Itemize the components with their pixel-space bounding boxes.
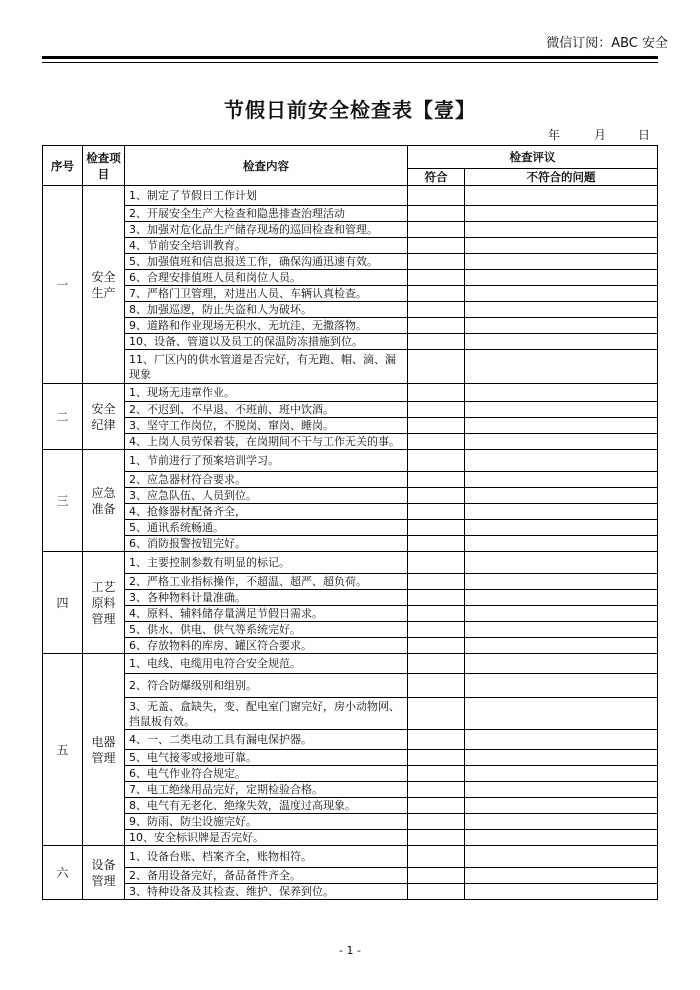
comply-cell[interactable] — [408, 622, 465, 638]
comply-cell[interactable] — [408, 698, 465, 730]
table-row — [43, 590, 658, 606]
section-number: 二 — [43, 384, 83, 450]
noncomply-cell[interactable] — [465, 698, 658, 730]
noncomply-cell[interactable] — [465, 402, 658, 418]
comply-cell[interactable] — [408, 846, 465, 868]
comply-cell[interactable] — [408, 222, 465, 238]
check-item: 6、存放物料的库房、罐区符合要求。 — [125, 638, 408, 654]
comply-cell[interactable] — [408, 766, 465, 782]
check-item: 7、严格门卫管理，对进出人员、车辆认真检查。 — [125, 286, 408, 302]
table-row — [43, 520, 658, 536]
table-row — [43, 504, 658, 520]
check-item: 4、原料、辅料储存量满足节假日需求。 — [125, 606, 408, 622]
comply-cell[interactable] — [408, 488, 465, 504]
check-item: 7、电工绝缘用品完好，定期检验合格。 — [125, 782, 408, 798]
noncomply-cell[interactable] — [465, 766, 658, 782]
table-row — [43, 384, 658, 402]
table-row — [43, 402, 658, 418]
header-seq: 序号 — [43, 146, 83, 186]
noncomply-cell[interactable] — [465, 674, 658, 698]
comply-cell[interactable] — [408, 270, 465, 286]
table-row — [43, 606, 658, 622]
noncomply-cell[interactable] — [465, 334, 658, 350]
comply-cell[interactable] — [408, 552, 465, 574]
comply-cell[interactable] — [408, 450, 465, 472]
header-rule-thin — [42, 62, 658, 63]
noncomply-cell[interactable] — [465, 536, 658, 552]
check-item: 3、坚守工作岗位，不脱岗、窜岗、睡岗。 — [125, 418, 408, 434]
check-item: 11、厂区内的供水管道是否完好，有无跑、帽、滴、漏现象 — [125, 350, 408, 384]
check-item: 3、无盖、盒缺失，变、配电室门窗完好，房小动物网、挡鼠板有效。 — [125, 698, 408, 730]
table-row — [43, 536, 658, 552]
section-number: 三 — [43, 450, 83, 552]
noncomply-cell[interactable] — [465, 830, 658, 846]
comply-cell[interactable] — [408, 286, 465, 302]
check-item: 4、抢修器材配备齐全， — [125, 504, 408, 520]
check-item: 1、制定了节假日工作计划 — [125, 186, 408, 206]
check-item: 1、电线、电缆用电符合安全规范。 — [125, 654, 408, 674]
header-item: 检查项目 — [83, 146, 125, 186]
noncomply-cell[interactable] — [465, 302, 658, 318]
comply-cell[interactable] — [408, 606, 465, 622]
table-row — [43, 846, 658, 868]
table-row — [43, 206, 658, 222]
check-item: 2、备用设备完好，备品备件齐全。 — [125, 868, 408, 884]
comply-cell[interactable] — [408, 782, 465, 798]
check-item: 4、上岗人员劳保着装，在岗期间不干与工作无关的事。 — [125, 434, 408, 450]
noncomply-cell[interactable] — [465, 654, 658, 674]
check-item: 5、加强值班和信息报送工作，确保沟通迅速有效。 — [125, 254, 408, 270]
noncomply-cell[interactable] — [465, 868, 658, 884]
document-title: 节假日前安全检查表【壹】 — [224, 98, 476, 122]
table-row — [43, 638, 658, 654]
check-item: 2、开展安全生产大检查和隐患排查治理活动 — [125, 206, 408, 222]
noncomply-cell[interactable] — [465, 350, 658, 384]
header-content: 检查内容 — [125, 146, 408, 186]
comply-cell[interactable] — [408, 798, 465, 814]
header-evaluation: 检查评议 — [408, 146, 658, 169]
table-row — [43, 830, 658, 846]
noncomply-cell[interactable] — [465, 552, 658, 574]
check-item: 5、供水、供电、供气等系统完好。 — [125, 622, 408, 638]
comply-cell[interactable] — [408, 418, 465, 434]
date-line — [0, 126, 700, 142]
noncomply-cell[interactable] — [465, 504, 658, 520]
check-item: 5、电气接零或接地可靠。 — [125, 750, 408, 766]
table-row — [43, 222, 658, 238]
comply-cell[interactable] — [408, 654, 465, 674]
date-month-label: 月 — [594, 128, 607, 142]
noncomply-cell[interactable] — [465, 606, 658, 622]
check-item: 2、应急器材符合要求。 — [125, 472, 408, 488]
table-row — [43, 472, 658, 488]
comply-cell[interactable] — [408, 334, 465, 350]
table-body — [43, 186, 658, 900]
table-row — [43, 186, 658, 206]
table-row — [43, 674, 658, 698]
check-item: 6、合理安排值班人员和岗位人员。 — [125, 270, 408, 286]
comply-cell[interactable] — [408, 384, 465, 402]
table-row — [43, 238, 658, 254]
table-row — [43, 552, 658, 574]
table-row — [43, 782, 658, 798]
table-row — [43, 884, 658, 900]
comply-cell[interactable] — [408, 206, 465, 222]
check-item: 3、各种物料计量准确。 — [125, 590, 408, 606]
noncomply-cell[interactable] — [465, 782, 658, 798]
table-row — [43, 450, 658, 472]
noncomply-cell[interactable] — [465, 206, 658, 222]
table-row — [43, 286, 658, 302]
date-day-label: 日 — [638, 128, 651, 142]
check-item: 1、设备台账、档案齐全，账物相符。 — [125, 846, 408, 868]
comply-cell[interactable] — [408, 504, 465, 520]
check-item: 10、安全标识牌是否完好。 — [125, 830, 408, 846]
table-row — [43, 574, 658, 590]
check-item: 1、节前进行了预案培训学习。 — [125, 450, 408, 472]
noncomply-cell[interactable] — [465, 450, 658, 472]
noncomply-cell[interactable] — [465, 846, 658, 868]
header-noncomply: 不符合的问题 — [465, 169, 658, 186]
section-number: 一 — [43, 186, 83, 384]
check-item: 9、防雨、防尘设施完好。 — [125, 814, 408, 830]
noncomply-cell[interactable] — [465, 222, 658, 238]
header-comply: 符合 — [408, 169, 465, 186]
section-category: 安全纪律 — [83, 384, 125, 450]
page-number: - 1 - — [339, 944, 361, 957]
noncomply-cell[interactable] — [465, 384, 658, 402]
table-row — [43, 318, 658, 334]
noncomply-cell[interactable] — [465, 434, 658, 450]
section-category: 设备管理 — [83, 846, 125, 900]
section-number: 四 — [43, 552, 83, 654]
noncomply-cell[interactable] — [465, 730, 658, 750]
check-item: 4、节前安全培训教育。 — [125, 238, 408, 254]
check-item: 1、主要控制参数有明显的标记。 — [125, 552, 408, 574]
table-row — [43, 766, 658, 782]
table-row — [43, 814, 658, 830]
table-row — [43, 302, 658, 318]
table-row — [43, 798, 658, 814]
table-row — [43, 750, 658, 766]
table-row — [43, 868, 658, 884]
comply-cell[interactable] — [408, 350, 465, 384]
check-item: 9、道路和作业现场无积水、无坑洼、无撒落物。 — [125, 318, 408, 334]
noncomply-cell[interactable] — [465, 814, 658, 830]
comply-cell[interactable] — [408, 536, 465, 552]
comply-cell[interactable] — [408, 750, 465, 766]
inspection-table — [42, 145, 658, 900]
noncomply-cell[interactable] — [465, 286, 658, 302]
check-item: 3、应急队伍、人员到位。 — [125, 488, 408, 504]
table-row — [43, 730, 658, 750]
table-row — [43, 698, 658, 730]
comply-cell[interactable] — [408, 520, 465, 536]
check-item: 5、通讯系统畅通。 — [125, 520, 408, 536]
date-year-label: 年 — [548, 128, 561, 142]
noncomply-cell[interactable] — [465, 638, 658, 654]
comply-cell[interactable] — [408, 472, 465, 488]
noncomply-cell[interactable] — [465, 254, 658, 270]
table-row — [43, 434, 658, 450]
comply-cell[interactable] — [408, 402, 465, 418]
check-item: 3、加强对危化品生产储存现场的巡回检查和管理。 — [125, 222, 408, 238]
noncomply-cell[interactable] — [465, 590, 658, 606]
noncomply-cell[interactable] — [465, 488, 658, 504]
header-rule-thick — [42, 56, 658, 59]
check-item: 2、严格工业指标操作，不超温、超严、超负荷。 — [125, 574, 408, 590]
comply-cell[interactable] — [408, 434, 465, 450]
noncomply-cell[interactable] — [465, 574, 658, 590]
comply-cell[interactable] — [408, 868, 465, 884]
noncomply-cell[interactable] — [465, 520, 658, 536]
check-item: 6、电气作业符合规定。 — [125, 766, 408, 782]
noncomply-cell[interactable] — [465, 798, 658, 814]
comply-cell[interactable] — [408, 318, 465, 334]
check-item: 8、加强巡逻，防止失盗和人为破坏。 — [125, 302, 408, 318]
section-category: 应急准备 — [83, 450, 125, 552]
comply-cell[interactable] — [408, 730, 465, 750]
comply-cell[interactable] — [408, 814, 465, 830]
comply-cell[interactable] — [408, 590, 465, 606]
check-item: 3、特种设备及其检查、维护、保养到位。 — [125, 884, 408, 900]
noncomply-cell[interactable] — [465, 622, 658, 638]
noncomply-cell[interactable] — [465, 238, 658, 254]
check-item: 2、不迟到、不早退、不班前、班中饮酒。 — [125, 402, 408, 418]
comply-cell[interactable] — [408, 884, 465, 900]
table-row — [43, 654, 658, 674]
table-row — [43, 418, 658, 434]
section-category: 电器管理 — [83, 654, 125, 846]
table-row — [43, 270, 658, 286]
comply-cell[interactable] — [408, 302, 465, 318]
comply-cell[interactable] — [408, 674, 465, 698]
noncomply-cell[interactable] — [465, 750, 658, 766]
noncomply-cell[interactable] — [465, 418, 658, 434]
table-row — [43, 488, 658, 504]
comply-cell[interactable] — [408, 238, 465, 254]
noncomply-cell[interactable] — [465, 884, 658, 900]
table-row — [43, 254, 658, 270]
table-row — [43, 622, 658, 638]
comply-cell[interactable] — [408, 254, 465, 270]
check-item: 4、一、二类电动工具有漏电保护器。 — [125, 730, 408, 750]
check-item: 8、电气有无老化、绝缘失效，温度过高现象。 — [125, 798, 408, 814]
section-number: 六 — [43, 846, 83, 900]
check-item: 10、设备、管道以及员工的保温防冻措施到位。 — [125, 334, 408, 350]
table-row — [43, 334, 658, 350]
section-number: 五 — [43, 654, 83, 846]
comply-cell[interactable] — [408, 638, 465, 654]
comply-cell[interactable] — [408, 574, 465, 590]
comply-cell[interactable] — [408, 830, 465, 846]
comply-cell[interactable] — [408, 186, 465, 206]
noncomply-cell[interactable] — [465, 472, 658, 488]
noncomply-cell[interactable] — [465, 186, 658, 206]
check-item: 6、消防报警按钮完好。 — [125, 536, 408, 552]
subscription-header: 微信订阅：ABC 安全 — [546, 36, 668, 51]
section-category: 安全生产 — [83, 186, 125, 384]
table-row — [43, 350, 658, 384]
check-item: 2、符合防爆级别和组别。 — [125, 674, 408, 698]
check-item: 1、现场无违章作业。 — [125, 384, 408, 402]
section-category: 工艺原料管理 — [83, 552, 125, 654]
noncomply-cell[interactable] — [465, 270, 658, 286]
noncomply-cell[interactable] — [465, 318, 658, 334]
